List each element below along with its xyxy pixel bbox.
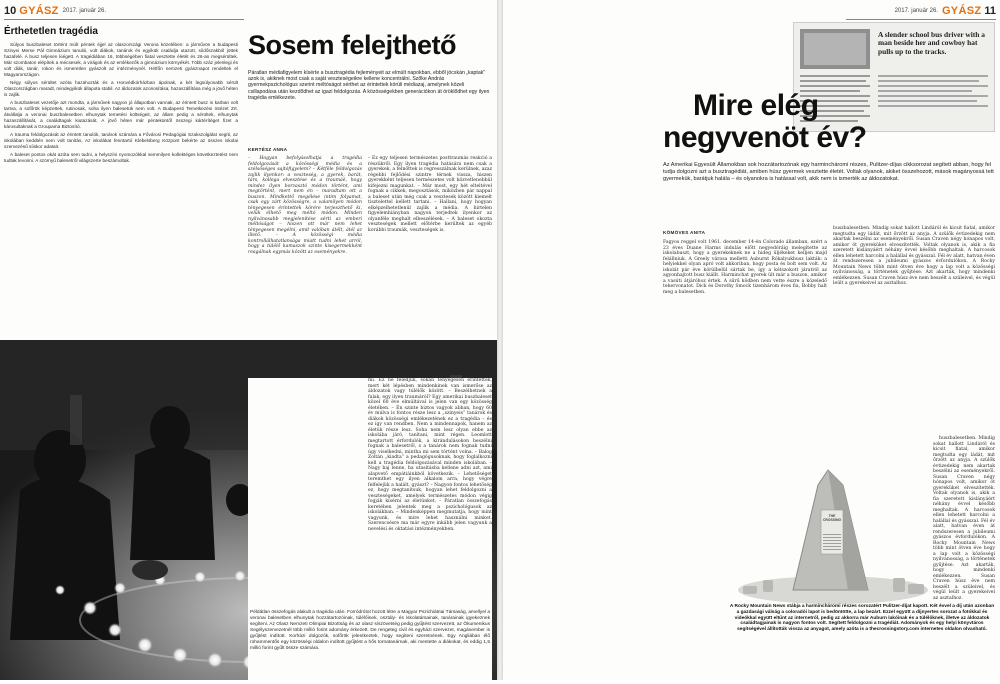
newspaper-clipping-inset — [793, 22, 995, 132]
left-page — [0, 0, 497, 680]
right-column-box — [248, 378, 492, 680]
feature-column-1: Fagyos reggel volt 1961. december 14-én Colorado államban, ezért a 23 éves Duane Harms indulás előtt negyedóráig melegítette az iskolabuszt, hogy a gyerekeknek ne a hideg üljékeket kelljen majd felállniuk. A Greely városa melletti Auburnt Rókalyukbusz lakták: a helyiekkel olyan apró volt akkoriban, hogy posta és bolt sem volt. Az iskolát pár éve körülbelül sártak be, így a kétszokott járatról az agyonhajtott busz kiállt. Harminchat gyerek ült már a buszon, amikor a vasúti átjáróhoz értek. A sűrű ködben nem vette észre a közeledő tehervonatot. Dick és Dorothy Smock tizenhárom éves fia, Bobby halt meg a balesetben. — [663, 240, 827, 295]
issue-date: 2017. január 26. — [62, 8, 107, 14]
paragraph: A buszbaleset vezetője azt mondta, a járművek nagyon jó állapotban vannak, az érintett busz is karban volt tartva, a sofőrök képzettek, rutinosak, soha ilyen balesetük nem volt. A Budapesti Temetkezési Intézet Zrt. átvállalja a veronai buszbalesetben elhunytak temetési költségeit, az állam pedig a sérültek, elhunytak hazaszállítását, a családtagok kiutazását. A jövő héten már pénteküntől összegi kártérítéget fizet a károsultaknak a Groupama Biztosító. — [4, 99, 238, 130]
inset-text-lines — [878, 75, 988, 125]
header-rule — [4, 19, 244, 20]
feature-lead: Páratlan médiafigyelem kísérte a busztragédia fejleményeit az elmúlt napokban, ebből jócskán „kaptak” azok is, akiknek most csak a saját veszteségeikre kellene koncentrálni. Szőke András gyermekpszichológus szerint méltóságot sérthet az érintettek körüli médiazaj, amelynek közeli csillapodása után kezdődhet az igazi feldolgozás. A közösségekben generációkon át öröklődhet egy ilyen tragédia emlékezete. — [248, 70, 490, 101]
section-brand: GYÁSZ — [941, 5, 982, 17]
feature-column-3: mi. Ez ne feledjük, sokan tényegesen érintettek, mert két lépésben mindenkinek van ismerőse az áldozatok vagy túlélők között. – Beszélhetnek a falak, egy ilyen traumáról? Egy amerikai buszbaleset közel 60 éve elmúltával is jelen van egy közösség életében. – Én szinte biztos vagyok abban, hogy 60 év múlva is fontos része lesz a „szinyeis” tanárok és diákok közösségi emlékezetének ez a tragédia – és ez így van rendben. Nem a mindennapok, hanem az életük része lesz. Soha nem lesz olyan ebbe az iskolába járó, tanítani, mint régen. Leomlott megtartott érfordulók, a kirándulásokon beszélni fognak a balesetről, s a tanárok nem fognak tudni úgy viselkedni, mintha mi sem történt volna. – Balog Zoltán „kiadta” a pedagógusoknak, hogy foglalkozni kell a tragédia feldolgozásával minden iskolában. – Nagy baj lenne, ha utasításba kellene adni azt, ami alapvető empátiáinkból következik. – Lehetőséget teremthet egy ilyen alkalom arra, hogy végre felfelejük a halált, gyászt? – Nagyon fontos lehetőség ez, hogy megtanítsuk, hogyan lehet feldolgozni a veszteségeket, amelyek természetes módon végig fogják kísérni az életünket. – Páratlan összefogás keretében jelentek meg a pszichológusok az iskolákban. – Mindenképpen megmutatja, hogy mint vagyunk, és mire lehet használni minket. Szerencsésre ma már egyre inkább jelen vagyunk a nevelési és oktatási intézményekben. — [368, 378, 492, 532]
feature-lead: Az Amerikai Egyesült Államokban sok hozzátartozónak egy harmincháromi részes, Pulitzer-díjas cikksorozat segített abban, hogy fel tudja dolgozni azt a busztragédiát, amiben húsz gyermek vesztette életét. Voltak olyanok, akiket összehozott, mások magányossá tett gyermekük, barátjuk halála – és olyanokra is hatással volt, akik nem is ismerték az áldozatokat. — [663, 162, 994, 182]
right-folio — [891, 4, 996, 18]
paragraph: buszbalesetben. Mindig sokat hallott Lindáról és kicsit fiatal, amikor megtudta egy ládát, mit őrzött az anyja. A szülők évtizedekig nem akartak beszélni az eseményekről. Susan Craven négy hónapos volt, amikor öt gyereküket elveszítették. Voltak olyanok is, akik a fia szeretett kislányáért néhány évvel később meghaltak. A harcosok ellen lehetett harcolni a halállal és gyásszal. Fél év alatt, hatvan éven át rendszeresen a jubileumi gyászos évfordulókon. A Rocky Mountain News több mint ötven éve hogy a lap volt a közösségi nyilvánosság, a történetek gyűjtése. Azt akarták, hogy mindenki emlékezzen. Susan Craven húsz éve nem beszélt a szüleivel, és végül leült a gyerekeivel az asztalhoz. — [933, 436, 995, 601]
section-brand: GYÁSZ — [19, 5, 59, 17]
feature-column-2: buszbalesetben. Mindig sokat hallott Lindáról és kicsit fiatal, amikor megtudta egy ládát, mit őrzött az anyja. A szülők évtizedekig nem akartak beszélni az eseményekről. Susan Craven négy hónapos volt, amikor öt gyereküket elveszítették. Voltak olyanok is, akik a fia szeretett kislányáért néhány évvel később meghaltak. A harcosok ellen lehetett harcolni a halállal és gyásszal. Fél év alatt, hatvan éven át rendszeresen a jubileumi gyászos évfordulókon. A Rocky Mountain News több mint ötven éve hogy a lap volt a közösségi nyilvánosság, a történetek gyűjtése. Azt akarták, hogy mindenki emlékezzen. Susan Craven húsz éve nem beszélt a szüleivel, és végül leült a gyerekeivel az asztalhoz. — [833, 226, 995, 286]
short-article-title: Érthetetlen tragédia — [4, 26, 98, 37]
monument-inscription: THE CROSSING — [822, 514, 842, 522]
paragraph: A baleset pontos okát azóta sem tudni, a helyszíni nyomozókkal semmilyen kollektéges következtetést nem tudtak levonni. A szörnyű balesetről világszerte beszámoltak. — [4, 151, 238, 163]
feature-column-2: – Ez egy teljesen természetes posttraumás reakció a részükről. Egy ilyen tragédia hatására nem csak a gyerekek, a felnőttek is regresszálnak kerülnek, azaz régebbi fejlődési szintre térnek vissza, hiszen gyerekként teljesen természetes volt közvetlenebbül kifejezni magunkat. – Már most, egy hét elteltével fognak a cikkek, megosztások, miközben pár nappal a baleset után még csak a vesztesek között kiemelt tisztelettel kellett tartani. – Hallani, hogy hogyan elképzelhetetlenül zajlik a média. A hirtelen figyelemhiányban nagyon terjedtek ilyenkor az olyanféle meghalt elbeszélések. – A baleset okozta veszteségek mellett előtérbe kerültek az egyéb korábbi traumák, veszteségek is. — [368, 156, 493, 233]
photo-caption: A Rocky Mountain News stábja a harmincháromi részes sorozatért Pulitzer-díjat kapott. Két évvel a díj után azonban a gazdasági válság a coloradói lapot is bedöntötte, a lap bezárt. Ezzel együtt a díjnyertes sorozat a fotókkal és videókkal együtt eltűnt az internetről, pedig az akkorra már Auburn lakóinak és a túlélőknek, illetve az áldozatok családtagjainak is nagyon fontos volt. Segített feldolgozni a tragédiát. Adományok és egy helyi könyvtáros segítségével állították vissza az anyagot, amely azóta is a thecrossingstory.com internetes oldalon olvasható. — [729, 604, 995, 633]
paragraph: A trauma feldolgozását az érintett tanulók, tanárok számára a Fővárosi Pedagógiai Szakszolgálat segíti, az iskolában keddtén nem volt tanítás. Az iskolákat fenntartó Klebelsberg Központ bekérte az összes iskolai szervezésű síiskor adatait. — [4, 131, 238, 149]
paragraph: Súlyos buszbaleset történt múlt péntek éjjel az olaszországi Verona közelében: a járművön a budapesti Szinyei Merse Pál Gimnázium tanulói, volt diákok, tanárok és egyikük családja utazott, síidőszakból jöttek hazafelé. A busz teljesen kiégett. A tragédiában 16, többségében fiatal vesztette életét és 26-an megsérültek. Már szombaton elépítek a mécsesek, a virágok és az emlékezők a gimnázium környékét. Több száz jelenlegi és volt diák, tanár, rokon és ismeretlen gyászolt az intézménynél. Hétfőn nemzeti gyásznapot rendeltek el Magyarországon. — [4, 42, 238, 78]
feature-headline-line2: negyvenöt év? — [663, 121, 867, 154]
memorial-monument-photo — [733, 440, 933, 600]
paragraph: Négy súlyos sérültet azóta hazahozták és a Honvédkórházban ápolnak, a két legsúlyosabb sérült Olaszországban maradt, mindegyikük állapota stabil. Az áldozatok azonosítása, hazaszállítása még a jövő héten is zajlik. — [4, 80, 238, 98]
right-page — [503, 0, 1000, 680]
left-folio — [4, 4, 110, 18]
photo-box-text: Példátlan összefogás alakult a tragédia után. Forródrótot hozott létre a Magyar Pszichiátriai Társaság, amellyel a veronai balesetben elhunytak hozzátartozóinak, túlélőinek, osztály- és iskolatársainak, tanárainak igyekeznek segíteni. Az Olasz Nemzeti Olimpiai Bizottság és az olasz síszövetség pedig gyűjtést szervezett, az Ökumenikus Segélyszervezetnél több millió forint adomány érkezett. De rengeteg civil és egyházi szervezet, magánember is gyűjtést indított. Korházi dolgozók, sofőrök jelentkeztek, hogy segíteni szeretnének. Egy Angliában élő rohammentős egy közösségi oldalon indított gyűjtést a hős tornatanárnak, aki mentette a diákokat, és eddig 1,5 millió forint gyűlt össze számára. — [250, 610, 490, 651]
header-rule — [846, 19, 996, 20]
inset-caption: A slender school bus driver with a man beside her and cowboy hat pulls up to the tracks. — [878, 30, 985, 56]
feature-headline-line1: Mire elég — [693, 89, 819, 122]
issue-date: 2017. január 26. — [894, 8, 938, 14]
page-number: 10 — [4, 5, 17, 17]
feature-headline: Sosem felejthető — [248, 30, 457, 60]
feature-column-2-continued — [933, 436, 995, 601]
feature-byline: KÖMÖVES ANITA — [663, 230, 706, 235]
feature-byline: KERTÉSZ ANNA — [248, 147, 288, 152]
short-article-body — [4, 42, 238, 340]
feature-column-1: – Hogyan befolyásolhatja a tragédia feldolgozását a közösségi média és a szélsőséges sajtófigyelem? – Kétféle feldolgozás zajlik ilyenkor: a veszteség, a gyerek, barát, társ, kollega elvesztése és a traumáé, hogy mindez ilyen borzasztó módon történt, ami megtörtént, mert nem én – maradtam ott a buszon. Mindkettő megélése intim folyamat, csak egy zárt közösségre, a valamilyen módon tényegesen érintettek körére terjeszthető ki, velük élhető meg méltó módon. Minden nyilvánosabb megjelenítése sérti az emberi méltóságot – hiszen ott már nem lehet tényegesen megélni, amit valóban átélt, átél az illető. – A közösségi média kontrollálhatatlansága miatt tudni lehet arról, hogy a túlélő kamaszok szinte kísegermekként reagálnak egymás között az eseményekre. — [248, 156, 362, 255]
page-number: 11 — [984, 5, 996, 17]
